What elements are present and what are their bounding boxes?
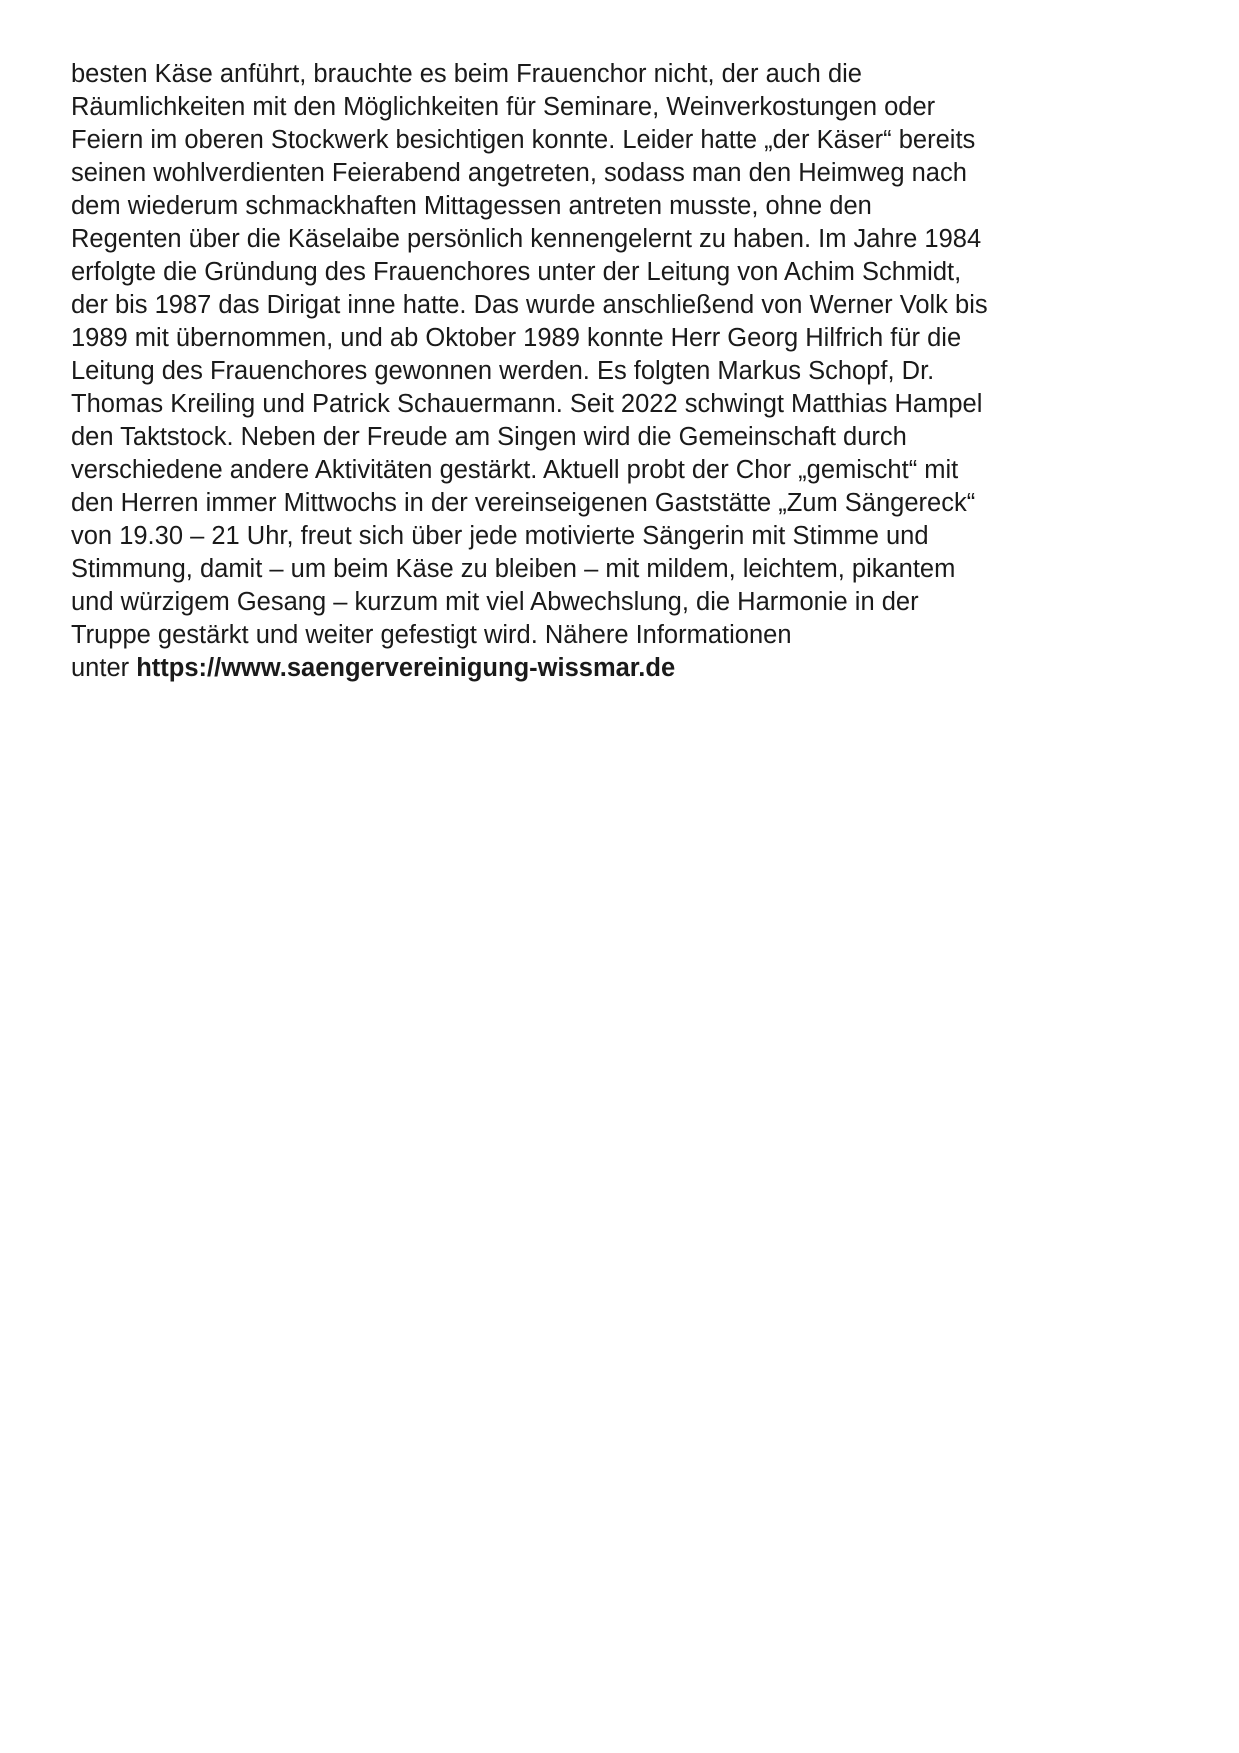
article-line: den Herren immer Mittwochs in der vereinseigenen Gaststätte „Zum Sängereck“ bbox=[71, 489, 976, 517]
article-line: dem wiederum schmackhaften Mittagessen antreten musste, ohne den bbox=[71, 192, 872, 220]
article-line: Truppe gestärkt und weiter gefestigt wird. Nähere Informationen bbox=[71, 621, 792, 649]
article-line: Räumlichkeiten mit den Möglichkeiten für Seminare, Weinverkostungen oder bbox=[71, 93, 936, 121]
article-body bbox=[71, 58, 1191, 685]
article-line: seinen wohlverdienten Feierabend angetreten, sodass man den Heimweg nach bbox=[71, 159, 967, 187]
article-line: und würzigem Gesang – kurzum mit viel Abwechslung, die Harmonie in der bbox=[71, 588, 919, 616]
article-line: besten Käse anführt, brauchte es beim Frauenchor nicht, der auch die bbox=[71, 60, 862, 88]
article-line: von 19.30 – 21 Uhr, freut sich über jede motivierte Sängerin mit Stimme und bbox=[71, 522, 929, 550]
url-prefix: unter bbox=[71, 654, 137, 682]
article-line: den Taktstock. Neben der Freude am Singen wird die Gemeinschaft durch bbox=[71, 423, 907, 451]
article-line: erfolgte die Gründung des Frauenchores unter der Leitung von Achim Schmidt, bbox=[71, 258, 962, 286]
article-line: Stimmung, damit – um beim Käse zu bleiben – mit mildem, leichtem, pikantem bbox=[71, 555, 956, 583]
article-line: 1989 mit übernommen, und ab Oktober 1989 konnte Herr Georg Hilfrich für die bbox=[71, 324, 962, 352]
website-link[interactable]: https://www.saengervereinigung-wissmar.de bbox=[136, 654, 676, 682]
article-line: verschiedene andere Aktivitäten gestärkt. Aktuell probt der Chor „gemischt“ mit bbox=[71, 456, 959, 484]
article-last-line bbox=[71, 652, 1191, 685]
article-line: der bis 1987 das Dirigat inne hatte. Das wurde anschließend von Werner Volk bis bbox=[71, 291, 988, 319]
article-line: Leitung des Frauenchores gewonnen werden. Es folgten Markus Schopf, Dr. bbox=[71, 357, 935, 385]
article-line: Regenten über die Käselaibe persönlich kennengelernt zu haben. Im Jahre 1984 bbox=[71, 225, 982, 253]
article-line: Feiern im oberen Stockwerk besichtigen konnte. Leider hatte „der Käser“ bereits bbox=[71, 126, 976, 154]
article-line: Thomas Kreiling und Patrick Schauermann. Seit 2022 schwingt Matthias Hampel bbox=[71, 390, 983, 418]
